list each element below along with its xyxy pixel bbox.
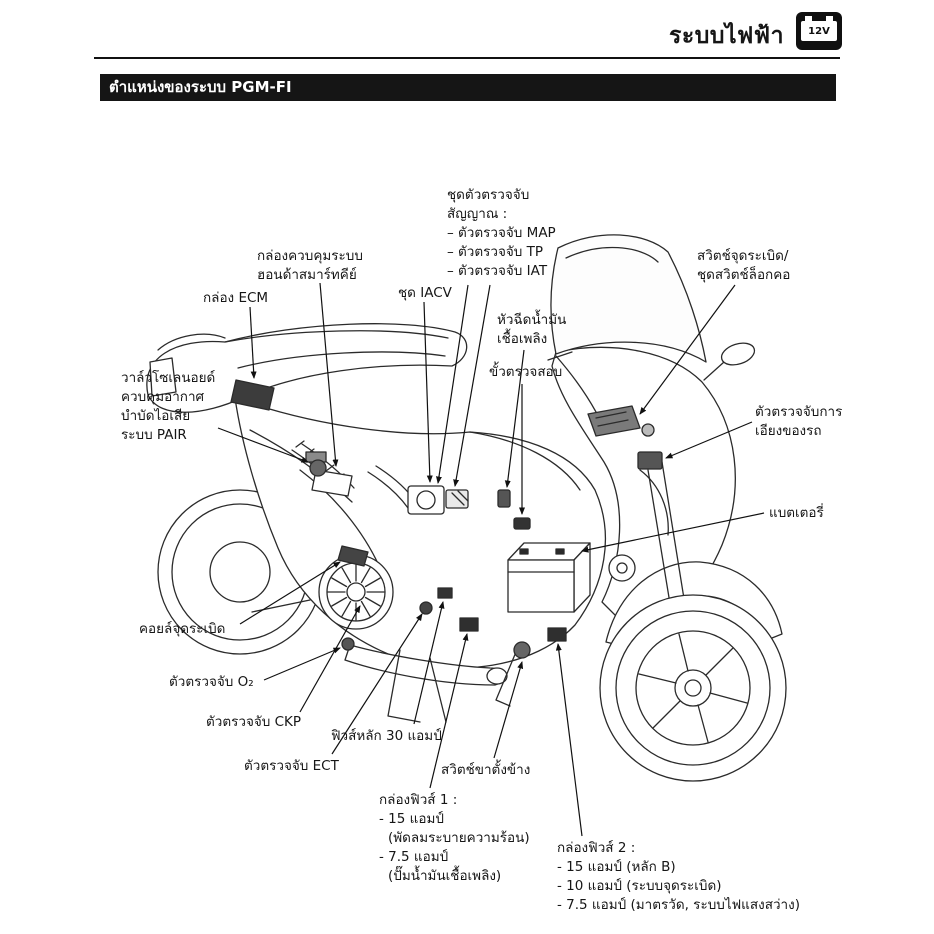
label-line: กล่องควบคุมระบบ [257,248,363,264]
label-line: หัวฉีดน้ำมัน [497,312,567,328]
label-line: ควบคุมอากาศ [121,388,205,405]
label-line: ฮอนด้าสมาร์ทคีย์ [257,266,357,283]
main-fuse-shape [438,588,452,598]
ect-sensor-shape [420,602,432,614]
label-ckp-sensor: ตัวตรวจจับ CKP [206,714,302,730]
label-line: ชุดสวิตช์ล็อกคอ [697,266,791,283]
flywheel [319,555,393,629]
label-line: - 15 แอมป์ [379,810,444,827]
label-line: เชื้อเพลิง [497,330,548,347]
label-line: กล่องฟิวส์ 2 : [557,840,636,856]
label-line: – ตัวตรวจจับ IAT [447,262,548,279]
label-bank-angle-sensor [755,403,842,441]
label-line: - 7.5 แอมป์ (มาตรวัด, ระบบไฟแสงสว่าง) [557,896,800,913]
windshield [551,235,706,362]
label-smart-key-box [257,247,363,285]
label-line: – ตัวตรวจจับ MAP [447,224,556,241]
section-title: ตำแหน่งของระบบ PGM-FI [100,74,836,101]
page-title: ระบบไฟฟ้า [669,23,784,49]
side-stand-switch-shape [514,642,530,658]
label-line: สวิตช์จุดระเบิด/ [697,248,789,264]
battery-voltage-label: 12V [801,21,837,41]
label-line: - 15 แอมป์ (หลัก B) [557,858,676,875]
label-sensor-unit [447,186,556,280]
label-injector [497,311,566,349]
battery-shape [508,543,590,612]
mirror [704,339,757,380]
test-connector-shape [514,518,530,529]
label-line: สัญญาณ : [447,205,508,222]
label-o2-sensor: ตัวตรวจจับ O₂ [169,674,254,690]
label-ignition-switch [697,247,790,285]
label-iacv: ชุด IACV [398,285,452,301]
label-line: ตัวตรวจจับการ [755,404,843,420]
label-line: - 10 แอมป์ (ระบบจุดระเบิด) [557,877,722,894]
label-side-stand-switch: สวิตช์ขาตั้งข้าง [441,762,531,778]
label-fuse-box-1 [379,791,530,885]
label-main-fuse: ฟิวส์หลัก 30 แอมป์ [331,728,442,744]
label-line: - 7.5 แอมป์ [379,848,449,865]
label-line: กล่องฟิวส์ 1 : [379,792,458,808]
leader-o2 [264,648,340,680]
leader-fuse-box-2 [558,644,582,836]
label-line: – ตัวตรวจจับ TP [447,243,544,260]
bank-angle-sensor-shape [638,452,662,469]
label-line: ระบบ PAIR [121,426,187,443]
label-pair-valve [121,369,215,445]
label-fuse-box-2 [557,839,800,915]
label-line: วาล์วโซเลนอยด์ [121,370,216,386]
fuse-box-1-shape [460,618,478,631]
label-ignition-coil: คอยล์จุดระเบิด [139,621,226,637]
label-line: บำบัดไอเสีย [121,407,191,424]
front-wheel [600,595,786,781]
label-test-connector: ขั้วตรวจสอบ [489,364,563,380]
label-line: (พัดลมระบายความร้อน) [388,829,530,846]
label-ect-sensor: ตัวตรวจจับ ECT [244,758,339,774]
label-line: เอียงของรถ [755,422,822,439]
label-battery: แบตเตอรี่ [769,505,824,521]
injector-shape [498,490,510,507]
fuse-box-2-shape [548,628,566,641]
horn-shape [609,555,635,581]
label-line: ชุดตัวตรวจจับ [447,187,530,203]
label-ecm: กล่อง ECM [203,290,269,306]
label-line: (ปั๊มน้ำมันเชื้อเพลิง) [388,867,502,884]
o2-sensor-shape [342,638,354,650]
